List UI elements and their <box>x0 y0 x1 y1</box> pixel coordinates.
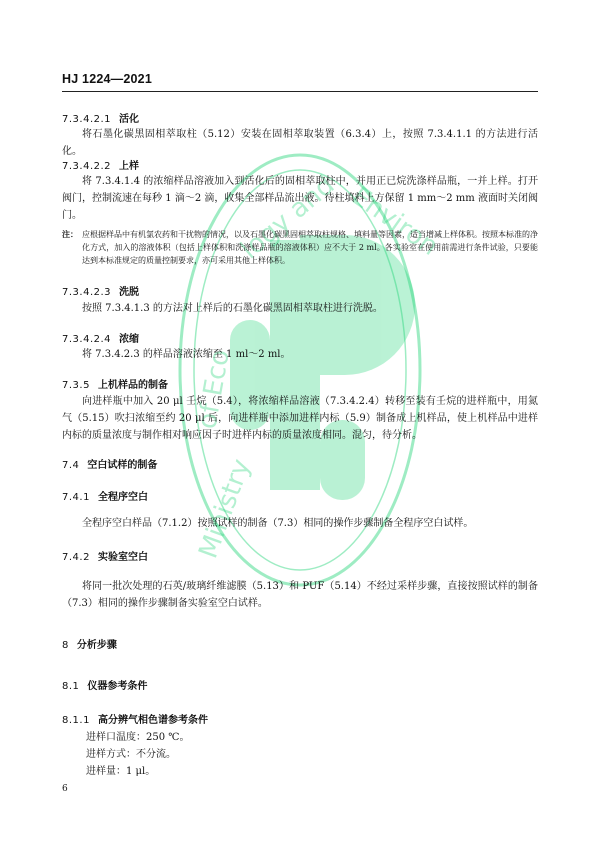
heading-7-3-4-2-4 <box>62 330 139 345</box>
heading-title: 浓缩 <box>119 334 140 345</box>
heading-7-3-4-2-3 <box>62 283 139 298</box>
heading-title: 上机样品的制备 <box>97 380 168 391</box>
heading-title: 实验室空白 <box>97 552 148 563</box>
heading-number: 8.1.1 <box>62 715 90 726</box>
header-divider <box>62 91 538 92</box>
heading-7-4 <box>62 456 157 471</box>
heading-number: 7.3.5 <box>62 380 90 391</box>
svg-text:of Eco: of Eco <box>192 347 236 432</box>
heading-7-4-1 <box>62 488 148 503</box>
note-loading <box>62 228 538 267</box>
heading-title: 活化 <box>119 114 140 125</box>
heading-number: 7.4 <box>62 460 80 471</box>
heading-8-1-1 <box>62 711 208 726</box>
heading-title: 洗脱 <box>119 287 140 298</box>
condition-injection-volume: 进样量：1 μl。 <box>86 766 156 777</box>
heading-number: 8.1 <box>62 681 80 692</box>
heading-7-4-2 <box>62 548 148 563</box>
condition-injection-mode: 进样方式：不分流。 <box>86 749 176 760</box>
standard-code: HJ 1224—2021 <box>62 72 152 86</box>
paragraph-concentration: 将 7.3.4.2.3 的样品溶液浓缩至 1 ml～2 ml。 <box>82 349 291 360</box>
paragraph-activation: 将石墨化碳黑固相萃取柱（5.12）安装在固相萃取装置（6.3.4）上，按照 7.3.4.1.1 的方法进行活化。 <box>62 129 538 157</box>
svg-text:Environ: Environ <box>345 181 444 262</box>
heading-7-3-5 <box>62 376 168 391</box>
heading-title: 空白试样的制备 <box>87 460 158 471</box>
heading-title: 分析步骤 <box>76 640 117 651</box>
heading-title: 全程序空白 <box>97 492 148 503</box>
paragraph-elution: 按照 7.3.4.1.3 的方法对上样后的石墨化碳黑固相萃取柱进行洗脱。 <box>82 303 383 314</box>
heading-title: 高分辨气相色谱参考条件 <box>97 715 208 726</box>
heading-number: 7.4.1 <box>62 492 90 503</box>
heading-8-1 <box>62 677 147 692</box>
svg-text:Ministry: Ministry <box>193 455 257 563</box>
heading-title: 上样 <box>119 161 140 172</box>
heading-number: 8 <box>62 640 69 651</box>
paragraph-loading: 将 7.3.4.1.4 的浓缩样品溶液加入到活化后的固相萃取柱中，并用正已烷洗涤样品瓶，一并上样。打开阀门，控制流速在每秒 1 滴～2 滴，收集全部样品流出液。待柱填料上方保留 1 mm～2 mm 液面时关闭阀门。 <box>62 176 538 221</box>
heading-number: 7.3.4.2.4 <box>62 334 112 345</box>
paragraph-sample-preparation: 向进样瓶中加入 20 μl 壬烷（5.4），将浓缩样品溶液（7.3.4.2.4）转移至装有壬烷的进样瓶中，用氮气（5.15）吹扫浓缩至约 20 μl 后，向进样瓶中添加进样内标（5.9）制备成上机样品，使上机样品中进样内标的质量浓度与制作相对响应因子时进样内标的质量浓度相同。混匀，待分析。 <box>62 396 538 441</box>
heading-title: 仪器参考条件 <box>87 681 148 692</box>
note-text: 应根据样品中有机氯农药和干扰物的情况，以及石墨化碳黑固相萃取柱规格、填料量等因素，适当增减上样体积。按照本标准的净化方式，加入的溶液体积（包括上样体积和洗涤样品瓶的溶液体积）应不大于 2 ml。各实验室在使用前需进行条件试验，只要能达到本标准规定的质量控制要求，亦可采用其他上样体积。 <box>82 230 538 265</box>
heading-number: 7.3.4.2.3 <box>62 287 112 298</box>
heading-7-3-4-2-1 <box>62 110 139 125</box>
heading-number: 7.4.2 <box>62 552 90 563</box>
svg-text:logy and: logy and <box>235 170 341 266</box>
heading-number: 7.3.4.2.2 <box>62 161 112 172</box>
heading-7-3-4-2-2 <box>62 157 139 172</box>
heading-number: 7.3.4.2.1 <box>62 114 112 125</box>
paragraph-laboratory-blank: 将同一批次处理的石英/玻璃纤维滤膜（5.13）和 PUF（5.14）不经过采样步骤，直接按照试样的制备（7.3）相同的操作步骤制备实验室空白试样。 <box>62 581 538 609</box>
heading-8 <box>62 636 117 651</box>
condition-injector-temperature: 进样口温度：250 ℃。 <box>86 732 190 743</box>
paragraph-whole-procedure-blank: 全程序空白样品（7.1.2）按照试样的制备（7.3）相同的操作步骤制备全程序空白试样。 <box>82 518 474 529</box>
note-label: 注： <box>62 229 78 239</box>
page-number: 6 <box>62 784 68 794</box>
